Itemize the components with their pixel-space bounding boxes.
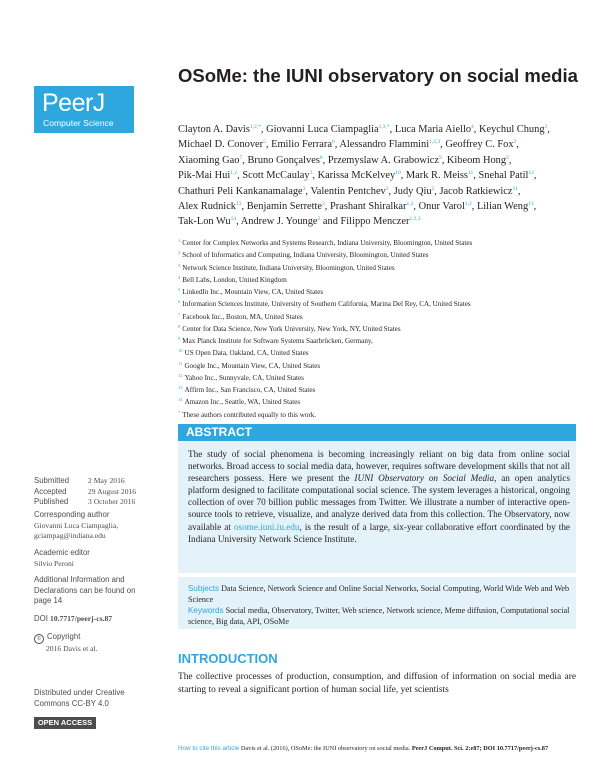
editor-name: Silvio Peroni xyxy=(34,558,74,568)
corresponding-label: Corresponding author xyxy=(34,510,110,519)
copyright-icon: © xyxy=(34,634,44,644)
abstract-part-2: , an open analytics platform designed to facilitate computational social science. The system leverages a historical, ongoing collection of over 70 billion public messages from Twitter. We illustrate a number of interactive open-source tools to retrieve, visualize, and analyze derived data from this collection. The Observatory, now available at xyxy=(188,473,571,532)
author-affiliation-marker: 3 xyxy=(322,201,325,208)
author-name: Jacob Ratkiewicz xyxy=(439,185,513,197)
author-name: Filippo Menczer xyxy=(340,216,410,228)
affiliation-text: Google Inc., Mountain View, CA, United States xyxy=(184,361,321,370)
author-separator: , xyxy=(241,201,245,213)
published-label: Published xyxy=(34,497,69,506)
author-separator: , xyxy=(305,185,309,197)
author-name: Tak-Lon Wu xyxy=(178,216,231,228)
subjects-keywords xyxy=(188,583,572,627)
affiliation-marker: 13 xyxy=(178,385,183,390)
affiliation-item xyxy=(178,408,578,420)
affiliation-item xyxy=(178,334,578,346)
author-affiliation-marker: 1,2,3 xyxy=(409,216,421,223)
affiliation-marker: 9 xyxy=(178,336,181,341)
affiliation-item xyxy=(178,383,578,395)
author-separator: , xyxy=(237,170,240,182)
author-name: Kibeom Hong xyxy=(446,154,507,166)
corresponding-block xyxy=(34,510,154,542)
citation-label: How to cite this article xyxy=(178,745,240,752)
author-separator: , xyxy=(388,185,392,197)
abstract-system-name: IUNI Observatory on Social Media xyxy=(354,473,495,484)
affiliation-marker: 11 xyxy=(178,360,183,366)
affiliation-text: US Open Data, Oakland, CA, United States xyxy=(184,349,309,358)
author-affiliation-marker: 2 xyxy=(506,154,509,161)
author-separator: , xyxy=(441,154,445,166)
affiliation-item xyxy=(178,248,578,260)
author-name: Prashant Shiralkar xyxy=(330,201,407,213)
author-name: Luca Maria Aiello xyxy=(394,124,472,135)
keywords-label: Keywords xyxy=(188,606,224,615)
abstract-part-3: , is the result of a large, six-year collaborative effort coordinated by the Indiana University Network Science Institute. xyxy=(188,521,570,544)
author-separator: , xyxy=(508,154,512,166)
affiliation-text: Information Sciences Institute, University of Southern California, Marina Del Rey, CA, United States xyxy=(182,300,471,309)
author-separator: , xyxy=(324,201,328,213)
author-affiliation-marker: 2 xyxy=(544,124,548,130)
author-separator: , xyxy=(334,139,338,151)
published-date: 3 October 2016 xyxy=(88,497,136,506)
author-name: Xiaoming Gao xyxy=(178,154,240,166)
author-affiliation-marker: 3 xyxy=(385,185,389,192)
author-affiliation-marker: 14 xyxy=(230,216,237,223)
affiliation-item xyxy=(178,297,578,309)
affiliation-item xyxy=(178,285,578,297)
author-separator: , xyxy=(473,170,476,182)
dates-block xyxy=(34,476,136,508)
keywords-text: Social media, Observatory, Twitter, Web science, Network science, Meme diffusion, Computational social science, Big data, API, OSoMe xyxy=(188,606,570,626)
doi-link[interactable]: 10.7717/peerj-cs.87 xyxy=(50,614,113,623)
author-list xyxy=(178,121,573,229)
submitted-date: 2 May 2016 xyxy=(88,476,125,485)
author-separator: , xyxy=(312,170,315,182)
author-name: Giovanni Luca Ciampaglia xyxy=(266,124,379,135)
copyright-label: Copyright xyxy=(47,632,81,641)
author-separator: , xyxy=(516,139,519,151)
author-separator: , xyxy=(547,124,550,135)
corresponding-name: Giovanni Luca Ciampaglia, xyxy=(34,520,119,530)
author-separator: , xyxy=(400,170,404,182)
affiliation-marker: 7 xyxy=(178,311,181,317)
author-name: Onur Varol xyxy=(418,201,465,213)
author-name: Chathuri Peli Kankanamalage xyxy=(178,185,303,197)
copyright-block xyxy=(34,632,97,655)
author-affiliation-marker: 8 xyxy=(319,154,323,161)
author-separator: and xyxy=(320,216,338,228)
affiliation-text: Facebook Inc., Boston, MA, United States xyxy=(182,312,303,321)
author-affiliation-marker: 1,2 xyxy=(406,201,414,208)
author-name: Pik-Mai Hui xyxy=(178,170,231,182)
logo-subtitle: Computer Science xyxy=(43,118,114,128)
citation-journal: PeerJ Comput. Sci. 2:e87; DOI xyxy=(411,745,496,752)
author-name: Clayton A. Davis xyxy=(178,124,250,135)
author-separator: , xyxy=(440,139,443,151)
paper-title: OSoMe: the IUNI observatory on social media xyxy=(178,65,578,86)
submitted-label: Submitted xyxy=(34,476,70,485)
affiliation-text: These authors contributed equally to this work. xyxy=(182,410,317,419)
author-separator: , xyxy=(471,201,475,213)
author-affiliation-marker: 6 xyxy=(331,139,335,146)
author-affiliation-marker: 2 xyxy=(317,216,321,223)
author-separator: , xyxy=(265,139,269,151)
author-affiliation-marker: 1,2 xyxy=(230,170,238,177)
abstract-text xyxy=(188,448,570,545)
affiliation-item xyxy=(178,322,578,334)
author-affiliation-marker: 7 xyxy=(239,154,243,161)
introduction-text: The collective processes of production, consumption, and diffusion of information on social media are starting to reveal a significant portion of human social life, yet scientists xyxy=(178,672,576,695)
accepted-label: Accepted xyxy=(34,486,67,496)
logo-wordmark: PeerJ xyxy=(42,89,105,117)
author-name: Alessandro Flammini xyxy=(339,139,430,151)
author-name: Geoffrey C. Fox xyxy=(445,139,514,151)
author-name: Judy Qiu xyxy=(393,185,432,197)
affiliation-marker: 6 xyxy=(178,299,181,305)
author-affiliation-marker: 2 xyxy=(513,139,517,146)
author-affiliation-marker: 11 xyxy=(467,170,474,177)
affiliation-text: LinkedIn Inc., Mountain View, CA, United States xyxy=(182,288,324,296)
author-affiliation-marker: 4 xyxy=(471,124,474,130)
affiliation-marker: 3 xyxy=(178,262,181,268)
affiliation-item xyxy=(178,273,578,285)
affiliation-list xyxy=(178,236,578,420)
author-separator: , xyxy=(413,201,416,213)
corresponding-email[interactable]: gciampag@indiana.edu xyxy=(34,531,106,540)
author-separator: , xyxy=(517,185,521,197)
affiliation-marker: 1 xyxy=(178,238,181,243)
affiliation-text: Center for Data Science, New York University, New York, NY, United States xyxy=(182,324,401,333)
affiliation-item xyxy=(178,310,578,322)
author-name: Michael D. Conover xyxy=(178,139,264,151)
affiliation-marker: 8 xyxy=(178,323,181,329)
affiliation-marker: 5 xyxy=(178,287,181,292)
citation-footer xyxy=(178,744,578,753)
affiliation-item xyxy=(178,371,578,383)
author-name: Alex Rudnick xyxy=(178,201,237,213)
affiliation-text: Max Planck Institute for Software Systems Saarbrücken, Germany, xyxy=(182,337,373,345)
author-affiliation-marker: 3 xyxy=(302,185,306,192)
author-affiliation-marker: 12 xyxy=(528,170,534,177)
author-affiliation-marker: 3 xyxy=(309,170,313,177)
author-affiliation-marker: 1,2 xyxy=(464,201,472,208)
affiliation-item xyxy=(178,236,578,248)
author-separator: , xyxy=(389,124,393,135)
author-affiliation-marker: 11 xyxy=(512,185,518,192)
citation-text: Davis et al. (2016), OSoMe: the IUNI observatory on social media. xyxy=(240,745,411,752)
osome-link[interactable]: osome.iuni.iu.edu xyxy=(233,521,300,532)
copyright-year: 2016 Davis et al. xyxy=(46,644,98,653)
editor-label: Academic editor xyxy=(34,548,90,557)
citation-doi[interactable]: 10.7717/peerj-cs.87 xyxy=(496,745,549,752)
author-affiliation-marker: 1,2,* xyxy=(249,124,261,130)
affiliation-marker: 10 xyxy=(178,348,183,354)
author-affiliation-marker: 13 xyxy=(528,201,534,208)
affiliation-marker: 14 xyxy=(178,397,183,403)
affiliation-marker: 4 xyxy=(178,274,181,280)
affiliation-item xyxy=(178,261,578,273)
doi-label: DOI xyxy=(34,614,48,623)
author-separator: , xyxy=(533,201,537,213)
author-separator: , xyxy=(322,154,326,166)
author-separator: , xyxy=(434,185,437,197)
affiliation-text: School of Informatics and Computing, Indiana University, Bloomington, United States xyxy=(182,251,429,260)
introduction-heading: INTRODUCTION xyxy=(178,651,278,666)
author-name: Przemyslaw A. Grabowicz xyxy=(327,154,439,166)
affiliation-text: Affirm Inc., San Francisco, CA, United States xyxy=(184,386,316,394)
author-separator: , xyxy=(260,124,264,135)
author-affiliation-marker: 13 xyxy=(236,201,242,208)
affiliation-marker: * xyxy=(178,409,181,415)
author-affiliation-marker: 1,2,3 xyxy=(429,139,441,146)
abstract-heading: ABSTRACT xyxy=(178,424,576,441)
affiliation-text: Network Science Institute, Indiana University, Bloomington, United States xyxy=(182,263,395,272)
affiliation-marker: 2 xyxy=(178,250,181,256)
author-name: Emilio Ferrara xyxy=(271,139,332,151)
editor-block xyxy=(34,548,90,569)
author-separator: , xyxy=(533,170,537,182)
author-affiliation-marker: 5 xyxy=(263,139,266,146)
peerj-logo xyxy=(34,86,134,133)
accepted-date: 29 August 2016 xyxy=(88,486,137,496)
affiliation-item xyxy=(178,395,578,407)
additional-info: Additional Information and Declarations can be found on page 14 xyxy=(34,575,136,605)
author-affiliation-marker: 1,3,* xyxy=(378,124,390,130)
author-name: Keychul Chung xyxy=(479,124,545,135)
author-name: Valentin Pentchev xyxy=(310,185,386,197)
author-name: Lilian Weng xyxy=(476,201,529,213)
affiliation-text: Yahoo Inc., Sunnyvale, CA, United States xyxy=(184,373,304,382)
affiliation-item xyxy=(178,346,578,358)
open-access-badge: OPEN ACCESS xyxy=(34,717,96,729)
author-name: Snehal Patil xyxy=(478,170,529,182)
author-separator: , xyxy=(242,154,245,166)
subjects-label: Subjects xyxy=(188,584,220,593)
author-name: Karissa McKelvey xyxy=(317,170,396,182)
author-separator: , xyxy=(473,124,477,135)
author-name: Scott McCaulay xyxy=(242,170,310,182)
author-name: Bruno Gonçalves xyxy=(247,154,320,166)
author-name: Andrew J. Younge xyxy=(240,216,318,228)
author-affiliation-marker: 10 xyxy=(395,170,401,177)
license-text: Distributed under Creative Commons CC-BY 4.0 xyxy=(34,688,125,708)
subjects-text: Data Science, Network Science and Online Social Networks, Social Computing, World Wide Web and Web Science xyxy=(188,584,570,604)
affiliation-marker: 12 xyxy=(178,372,183,378)
author-separator: , xyxy=(236,216,239,228)
affiliation-text: Center for Complex Networks and Systems Research, Indiana University, Bloomington, United States xyxy=(182,239,473,247)
author-affiliation-marker: 9 xyxy=(438,154,442,161)
affiliation-item xyxy=(178,359,578,371)
doi-block xyxy=(34,614,112,625)
abstract-part-1: The study of social phenomena is becoming increasingly reliant on big data from online social networks. Broad access to social media data, however, requires software development skills that not all researchers possess. Here we present the xyxy=(188,449,570,484)
author-name: Mark R. Meiss xyxy=(405,170,468,182)
affiliation-text: Amazon Inc., Seattle, WA, United States xyxy=(184,398,301,407)
author-affiliation-marker: 2 xyxy=(431,185,435,192)
affiliation-text: Bell Labs, London, United Kingdom xyxy=(182,275,287,284)
author-name: Benjamin Serrette xyxy=(246,201,323,213)
